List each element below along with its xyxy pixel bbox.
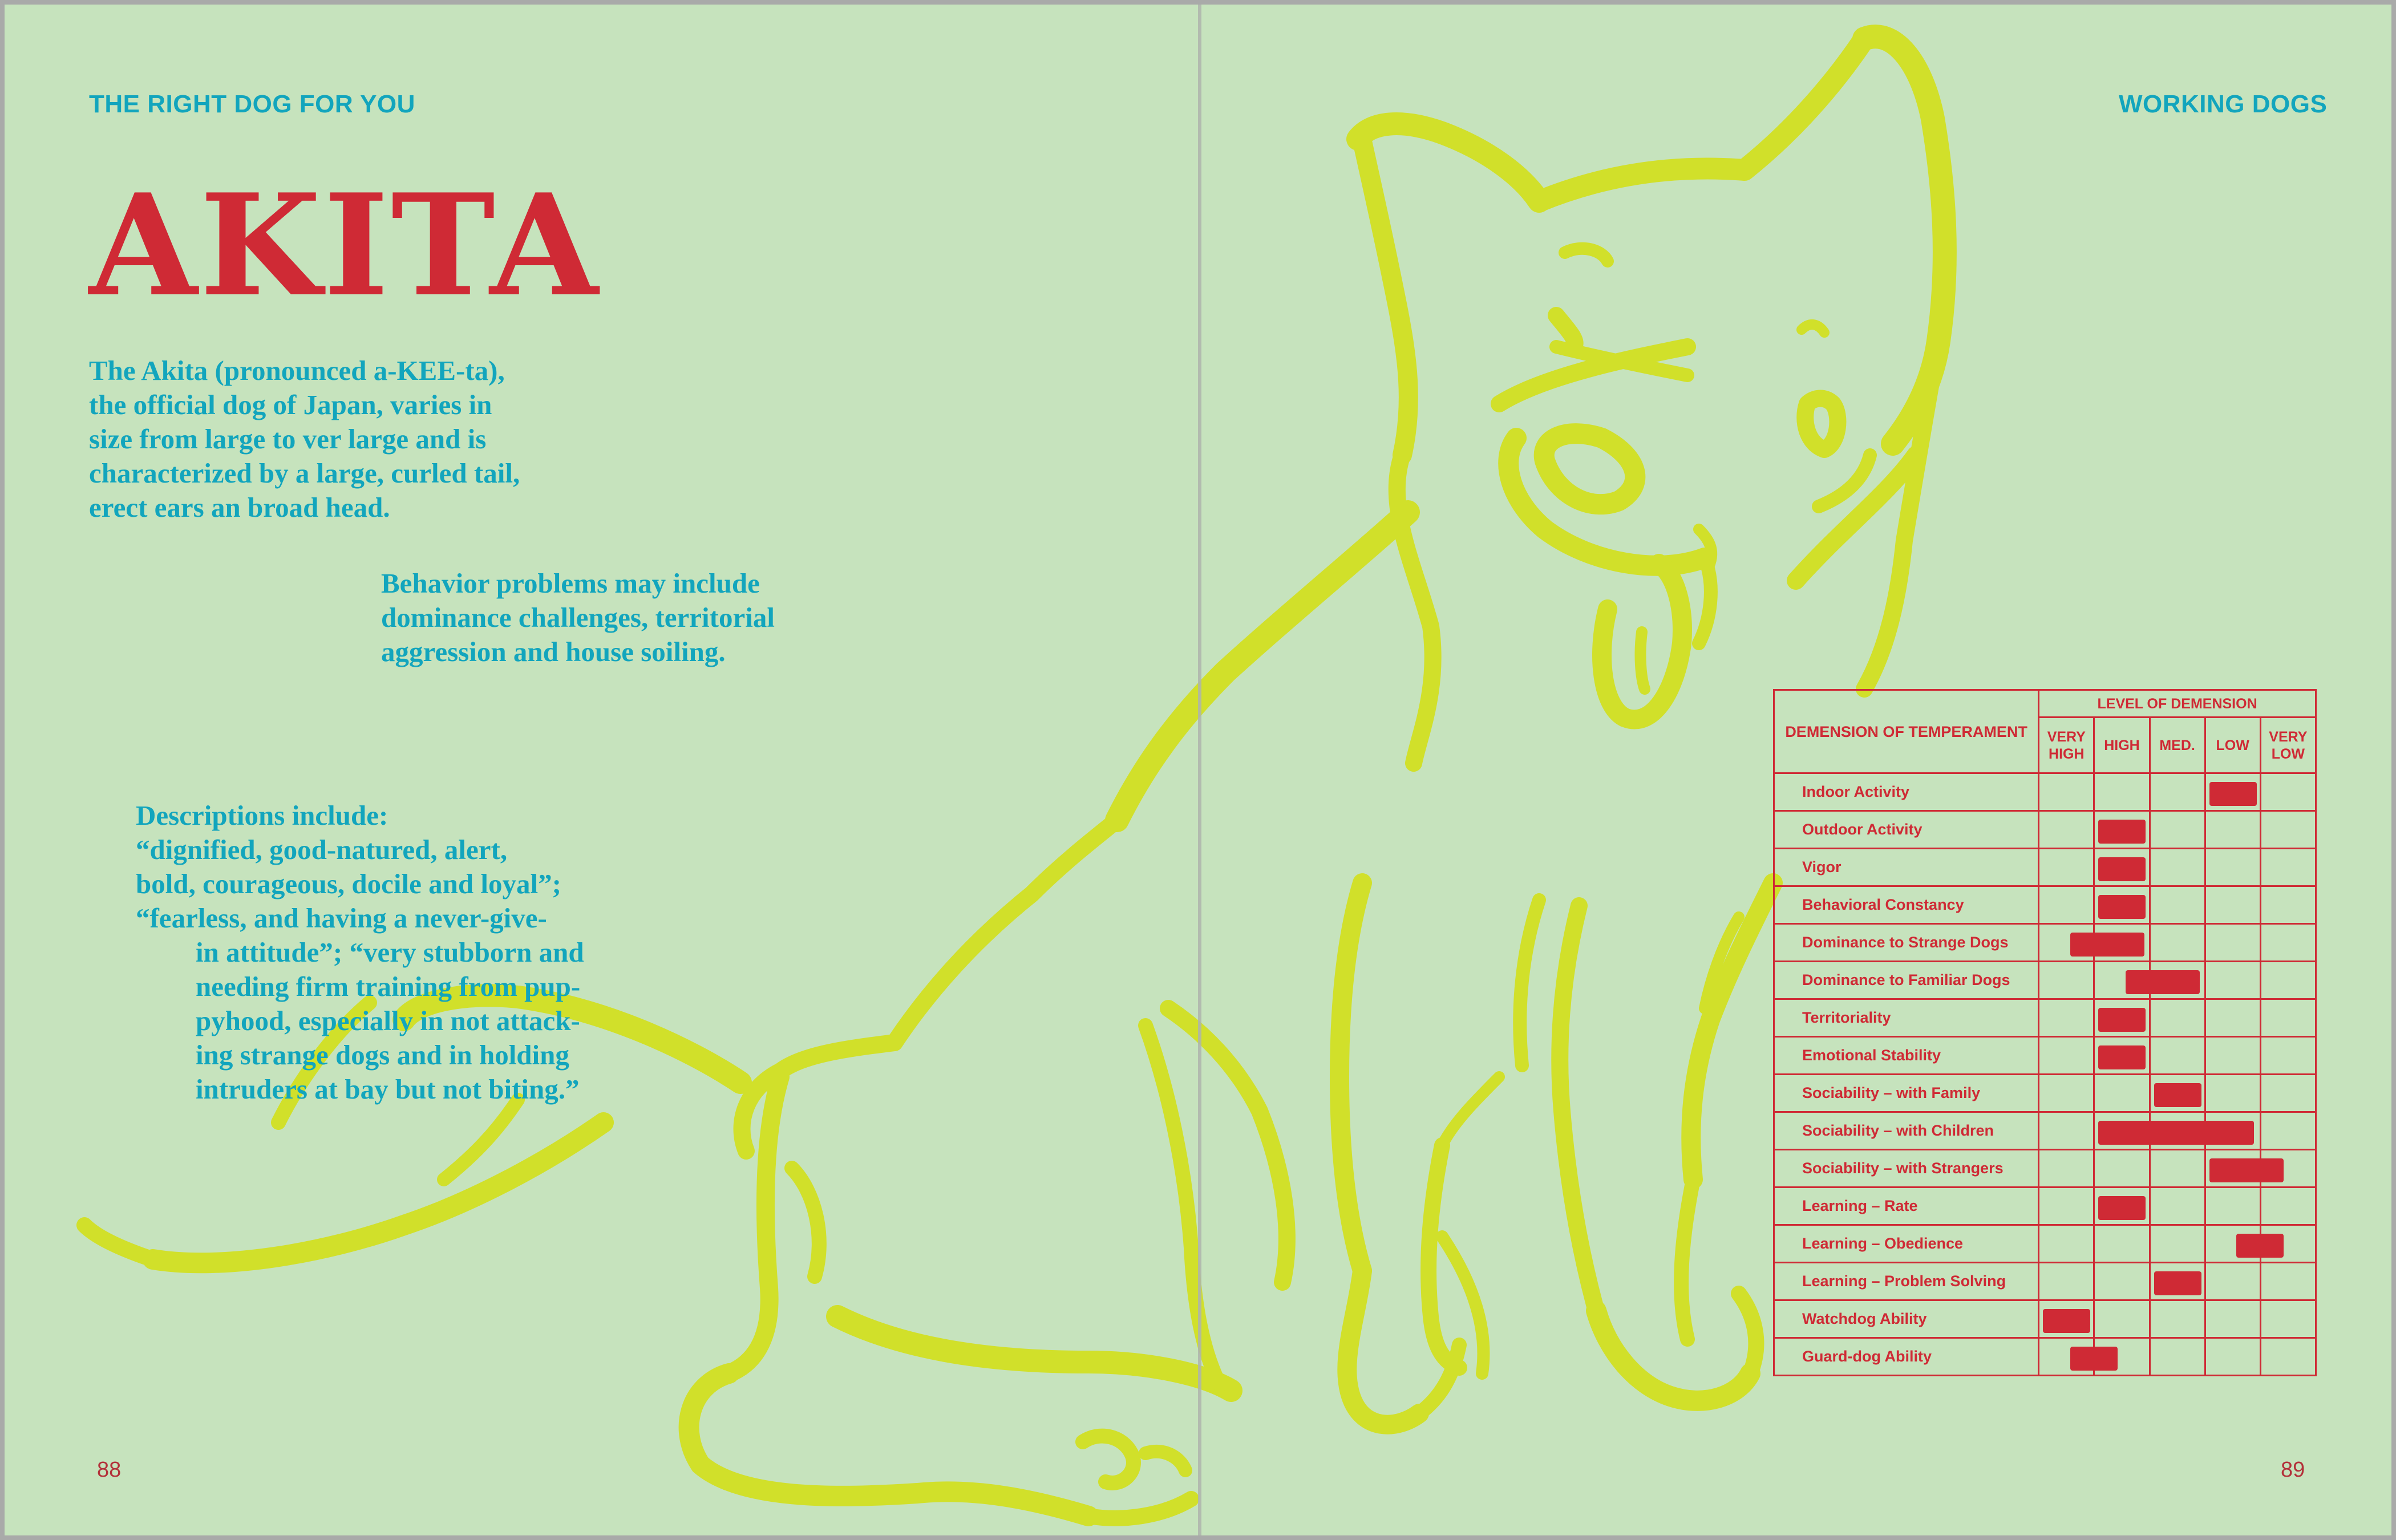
level-cell: [2260, 1188, 2316, 1225]
level-cell: [2150, 811, 2205, 849]
level-cell: [2205, 1263, 2260, 1300]
dimension-label: Indoor Activity: [1774, 773, 2039, 811]
level-mark: [2154, 1083, 2201, 1107]
level-cell: [2205, 1338, 2260, 1376]
level-cell: [2205, 1150, 2260, 1188]
level-cell: [2094, 1300, 2150, 1338]
level-cell: [2205, 962, 2260, 999]
running-head-left: THE RIGHT DOG FOR YOU: [89, 90, 415, 118]
dimension-label: Sociability – with Strangers: [1774, 1150, 2039, 1188]
level-column-header: MED.: [2150, 718, 2205, 773]
level-cell: [2260, 1150, 2316, 1188]
table-row: [1774, 1300, 2316, 1338]
level-cell: [2039, 773, 2094, 811]
level-cell: [2039, 1300, 2094, 1338]
level-mark: [2154, 1271, 2201, 1295]
level-cell: [2150, 962, 2205, 999]
level-cell: [2260, 1300, 2316, 1338]
table-row: [1774, 1075, 2316, 1112]
level-mark: [2043, 1309, 2090, 1333]
page-number-right: 89: [2281, 1458, 2305, 1482]
table-row: [1774, 1263, 2316, 1300]
level-cell: [2094, 886, 2150, 924]
level-cell: [2094, 849, 2150, 886]
level-cell: [2094, 1112, 2150, 1150]
level-cell: [2039, 1150, 2094, 1188]
level-cell: [2260, 1037, 2316, 1075]
level-cell: [2039, 924, 2094, 962]
level-cell: [2094, 924, 2150, 962]
dimension-label: Behavioral Constancy: [1774, 886, 2039, 924]
level-cell: [2205, 1075, 2260, 1112]
level-cell: [2039, 886, 2094, 924]
level-cell: [2150, 1075, 2205, 1112]
intro-paragraph: The Akita (pronounced a-KEE-ta), the official dog of Japan, varies in size from large to ver large and is characterized by a large, curled tail, erect ears an broad head.: [89, 355, 520, 523]
level-cell: [2260, 924, 2316, 962]
dimension-label: Sociability – with Children: [1774, 1112, 2039, 1150]
level-cell: [2150, 1037, 2205, 1075]
level-cell: [2094, 1338, 2150, 1376]
dimension-label: Emotional Stability: [1774, 1037, 2039, 1075]
level-cell: [2039, 849, 2094, 886]
level-cell: [2205, 886, 2260, 924]
level-cell: [2260, 1263, 2316, 1300]
dimension-label: Learning – Obedience: [1774, 1225, 2039, 1263]
level-cell: [2150, 1225, 2205, 1263]
level-column-header: LOW: [2205, 718, 2260, 773]
descriptions-paragraph: Descriptions include: “dignified, good-natured, alert, bold, courageous, docile and loyal”; “fearless, and having a never-give- in attitude”; “very stubborn and needing firm training from pup- pyhood, especially in not attack- ing strange dogs and in holding intruders at bay but not biting.”: [136, 800, 584, 1105]
table-row: [1774, 886, 2316, 924]
table-row: [1774, 1037, 2316, 1075]
level-cell: [2150, 773, 2205, 811]
behavior-paragraph: Behavior problems may include dominance challenges, territorial aggression and house soiling.: [381, 568, 775, 667]
level-cell: [2094, 999, 2150, 1037]
dimension-label: Learning – Rate: [1774, 1188, 2039, 1225]
level-cell: [2150, 924, 2205, 962]
temperament-table: [1773, 689, 2317, 1376]
level-cell: [2205, 849, 2260, 886]
level-cell: [2205, 1300, 2260, 1338]
level-cell: [2039, 1338, 2094, 1376]
level-cell: [2260, 999, 2316, 1037]
level-cell: [2094, 1225, 2150, 1263]
level-cell: [2094, 1075, 2150, 1112]
level-cell: [2094, 773, 2150, 811]
table-row: [1774, 849, 2316, 886]
level-mark: [2098, 820, 2146, 844]
table-row: [1774, 1150, 2316, 1188]
table-row: [1774, 1338, 2316, 1376]
table-row: [1774, 811, 2316, 849]
level-cell: [2150, 886, 2205, 924]
level-cell: [2150, 849, 2205, 886]
running-head-right: WORKING DOGS: [2119, 90, 2328, 118]
level-cell: [2039, 1112, 2094, 1150]
level-cell: [2205, 811, 2260, 849]
level-cell: [2150, 1150, 2205, 1188]
dimension-label: Watchdog Ability: [1774, 1300, 2039, 1338]
dimension-label: Dominance to Strange Dogs: [1774, 924, 2039, 962]
level-header: LEVEL OF DEMENSION: [2039, 690, 2316, 718]
level-cell: [2150, 1300, 2205, 1338]
table-row: [1774, 1188, 2316, 1225]
table-row: [1774, 1225, 2316, 1263]
level-cell: [2205, 1225, 2260, 1263]
level-cell: [2260, 1225, 2316, 1263]
level-mark: [2098, 895, 2146, 919]
level-cell: [2150, 1112, 2205, 1150]
level-cell: [2039, 1263, 2094, 1300]
dimension-label: Outdoor Activity: [1774, 811, 2039, 849]
level-cell: [2039, 1225, 2094, 1263]
level-cell: [2094, 962, 2150, 999]
level-cell: [2150, 1338, 2205, 1376]
level-column-header: VERY LOW: [2260, 718, 2316, 773]
level-cell: [2094, 811, 2150, 849]
level-cell: [2039, 811, 2094, 849]
level-cell: [2150, 1263, 2205, 1300]
level-cell: [2260, 1338, 2316, 1376]
level-mark: [2098, 1008, 2146, 1032]
dimension-label: Guard-dog Ability: [1774, 1338, 2039, 1376]
page-number-left: 88: [97, 1458, 122, 1482]
level-cell: [2205, 924, 2260, 962]
level-cell: [2039, 962, 2094, 999]
level-cell: [2205, 1037, 2260, 1075]
level-cell: [2039, 1075, 2094, 1112]
table-row: [1774, 1112, 2316, 1150]
level-cell: [2039, 1188, 2094, 1225]
level-cell: [2039, 1037, 2094, 1075]
table-row: [1774, 962, 2316, 999]
level-cell: [2260, 773, 2316, 811]
level-cell: [2094, 1037, 2150, 1075]
table-row: [1774, 924, 2316, 962]
level-cell: [2260, 849, 2316, 886]
level-cell: [2205, 773, 2260, 811]
level-cell: [2039, 999, 2094, 1037]
level-cell: [2150, 999, 2205, 1037]
dimension-label: Learning – Problem Solving: [1774, 1263, 2039, 1300]
level-mark: [2209, 782, 2257, 806]
level-cell: [2260, 962, 2316, 999]
level-cell: [2094, 1188, 2150, 1225]
level-cell: [2150, 1188, 2205, 1225]
book-spread: [5, 5, 2391, 1535]
level-cell: [2260, 886, 2316, 924]
level-cell: [2260, 1112, 2316, 1150]
breed-title: AKITA: [89, 163, 601, 327]
level-mark: [2098, 1045, 2146, 1069]
level-cell: [2094, 1150, 2150, 1188]
dimension-label: Sociability – with Family: [1774, 1075, 2039, 1112]
dimension-label: Vigor: [1774, 849, 2039, 886]
dimension-header: DEMENSION OF TEMPERAMENT: [1774, 690, 2039, 773]
table-row: [1774, 773, 2316, 811]
table-row: [1774, 999, 2316, 1037]
level-cell: [2205, 1188, 2260, 1225]
spread-gutter: [1198, 5, 1201, 1535]
level-mark: [2098, 1196, 2146, 1220]
level-cell: [2260, 811, 2316, 849]
level-cell: [2094, 1263, 2150, 1300]
dimension-label: Territoriality: [1774, 999, 2039, 1037]
level-cell: [2205, 999, 2260, 1037]
dimension-label: Dominance to Familiar Dogs: [1774, 962, 2039, 999]
level-cell: [2205, 1112, 2260, 1150]
level-column-header: HIGH: [2094, 718, 2150, 773]
level-mark: [2098, 857, 2146, 881]
level-cell: [2260, 1075, 2316, 1112]
level-column-header: VERY HIGH: [2039, 718, 2094, 773]
